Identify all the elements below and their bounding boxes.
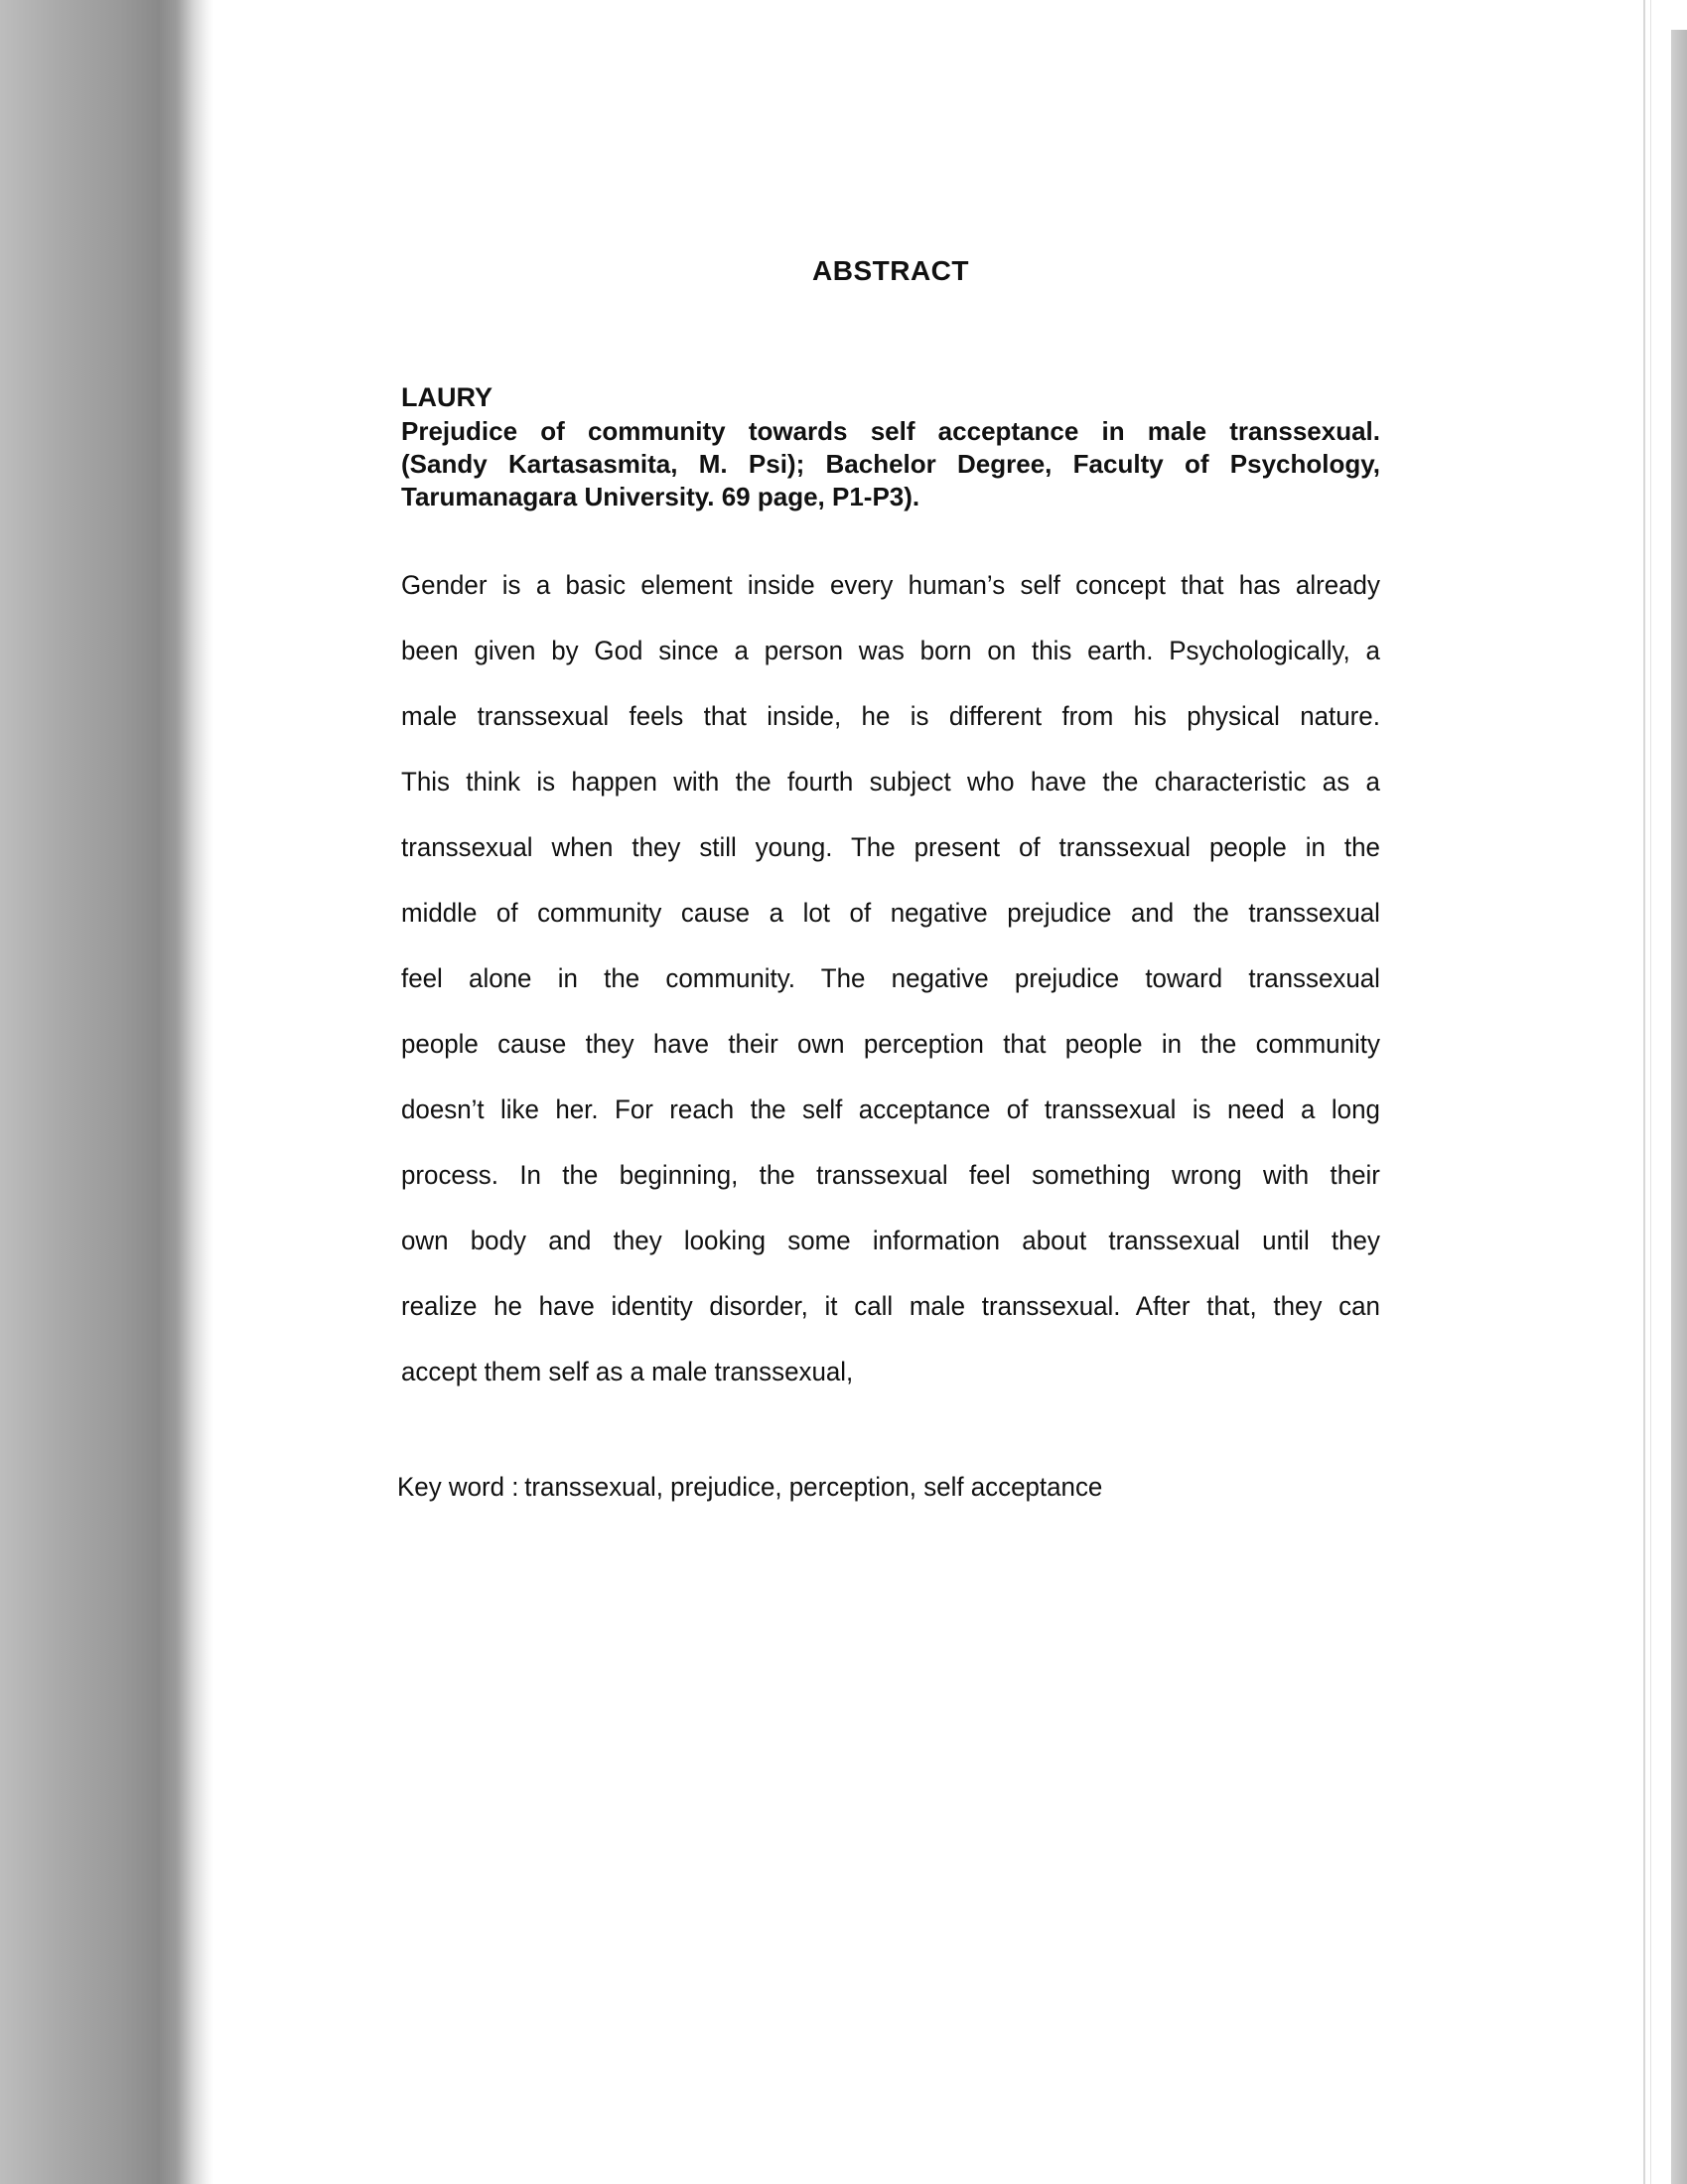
body-line: process. In the beginning, the transsexual feel something wrong with their [401,1160,1380,1190]
author-name: LAURY [401,382,492,412]
body-line: This think is happen with the fourth subject who have the characteristic as a [401,767,1380,797]
keywords-value: transsexual, prejudice, perception, self acceptance [524,1472,1103,1502]
title-line: Tarumanagara University. 69 page, P1-P3). [401,482,920,511]
thesis-title-block [401,415,1380,513]
body-line: accept them self as a male transsexual, [401,1357,854,1386]
body-line: doesn’t like her. For reach the self acceptance of transsexual is need a long [401,1094,1380,1124]
body-line: people cause they have their own perception that people in the community [401,1029,1380,1059]
page-edge-line [1650,0,1651,2184]
body-line: been given by God since a person was born on this earth. Psychologically, a [401,636,1380,665]
body-line: middle of community cause a lot of negative prejudice and the transsexual [401,898,1380,928]
scan-edge-strip [1671,30,1687,2184]
abstract-body [401,552,1380,1404]
page-edge-line [1643,0,1645,2184]
keywords-line [397,1472,1102,1503]
scan-gutter-shadow [0,0,213,2184]
title-line: (Sandy Kartasasmita, M. Psi); Bachelor Degree, Faculty of Psychology, [401,449,1380,479]
body-line: male transsexual feels that inside, he is different from his physical nature. [401,701,1380,731]
page-heading: ABSTRACT [812,255,969,286]
body-line: realize he have identity disorder, it call male transsexual. After that, they can [401,1291,1380,1321]
title-line: Prejudice of community towards self acceptance in male transsexual. [401,416,1380,446]
body-line: own body and they looking some information about transsexual until they [401,1226,1380,1255]
body-line: feel alone in the community. The negative prejudice toward transsexual [401,963,1380,993]
keywords-label: Key word : [397,1472,519,1502]
body-line: Gender is a basic element inside every human’s self concept that has already [401,570,1380,600]
body-line: transsexual when they still young. The present of transsexual people in the [401,832,1380,862]
